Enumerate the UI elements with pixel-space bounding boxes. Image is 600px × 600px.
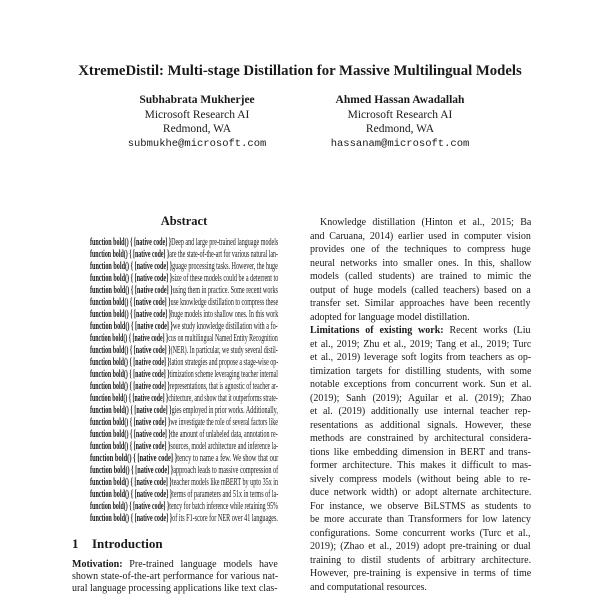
line-content — [90, 237, 278, 249]
line-text: training to distil students of arbitrary architecture. — [310, 554, 532, 566]
line-content — [90, 333, 278, 345]
line-text: ural language processing applications like text clas- — [72, 583, 278, 594]
text-line — [90, 513, 278, 525]
line-content — [310, 486, 531, 500]
run-in-heading: Limitations of existing work: — [310, 325, 450, 336]
run-in-heading: function bold() { [native code] } — [90, 237, 172, 248]
abstract-body — [90, 237, 278, 525]
text-line — [90, 441, 278, 453]
line-content — [310, 527, 531, 541]
run-in-heading: function bold() { [native code] } — [90, 465, 174, 476]
right-column-body — [310, 216, 531, 594]
line-text: we study knowledge distillation with a fo- — [172, 321, 278, 332]
line-content — [310, 257, 531, 271]
author-name: Ahmed Hassan Awadallah — [335, 94, 465, 106]
line-text: However, pre-training is expensive in terms of time — [310, 568, 532, 579]
line-text: 2019); (Zhao et al., 2019) adopt pre-training or dual — [310, 541, 531, 552]
text-line — [310, 378, 531, 392]
author-location: Redmond, WA — [365, 123, 435, 135]
author-location: Redmond, WA — [162, 123, 232, 135]
line-text: teacher models like mBERT by upto 35x in — [171, 477, 279, 488]
text-line — [310, 540, 531, 554]
line-text: size of these models could be a deterrent to — [172, 273, 279, 284]
run-in-heading: function bold() { [native code] } — [90, 381, 170, 392]
text-line — [90, 489, 278, 501]
line-text: sources, model architecture and inference la- — [170, 441, 279, 452]
line-text: configurations. Some concurrent works (Turc et al., — [310, 527, 531, 539]
text-line — [90, 453, 278, 465]
line-content — [310, 324, 531, 338]
line-text: be more accurate than Transformers for low latency — [310, 514, 531, 525]
line-content — [310, 405, 531, 419]
line-text: et al. (2019) additionally use internal teacher rep- — [310, 406, 531, 417]
line-text: and Caruana, 2014) earlier used in computer vision — [310, 230, 531, 242]
line-content — [310, 459, 531, 473]
line-text: neural networks into smaller ones. In this, shallow — [310, 257, 532, 269]
text-line — [310, 446, 531, 460]
text-line — [90, 369, 278, 381]
text-line — [90, 297, 278, 309]
line-content — [90, 393, 278, 405]
line-content — [310, 351, 531, 365]
author-block — [97, 93, 297, 151]
run-in-heading: function bold() { [native code] } — [90, 369, 170, 380]
line-text: duce network width) or adopt alternate architecture. — [310, 487, 532, 498]
text-line — [90, 261, 278, 273]
line-content — [90, 465, 278, 477]
line-text: former architecture. This makes it difficult to mas- — [310, 460, 532, 471]
text-line — [310, 513, 531, 527]
text-line — [72, 583, 278, 595]
section-number: 1 — [72, 536, 79, 551]
section-heading — [72, 536, 163, 552]
introduction-body — [72, 559, 278, 595]
author-name: Subhabrata Mukherjee — [139, 94, 255, 106]
line-text: gies employed in prior works. Additionally, — [171, 405, 278, 416]
line-text: tency for batch inference while retaining 95% — [169, 501, 278, 512]
line-content — [310, 446, 531, 460]
run-in-heading: function bold() { [native code] } — [90, 441, 171, 452]
text-line — [310, 459, 531, 473]
text-line — [310, 270, 531, 284]
run-in-heading: function bold() { [native code] } — [90, 249, 170, 260]
line-content — [90, 501, 278, 513]
line-text: guage processing tasks. However, the huge — [172, 261, 278, 272]
line-text: models (called students) are trained to mimic the — [310, 271, 532, 282]
line-text: transfer set. Similar approaches have been recently — [310, 298, 531, 309]
text-line — [90, 477, 278, 489]
text-line — [90, 465, 278, 477]
line-content — [90, 297, 278, 309]
text-line — [310, 581, 531, 595]
line-text: sively compress models (without being able to re- — [310, 473, 531, 485]
line-content — [90, 513, 278, 525]
text-line — [90, 345, 278, 357]
line-text: (NER). In particular, we study several distil- — [170, 345, 278, 356]
line-content — [90, 273, 278, 285]
line-content — [72, 571, 278, 583]
line-content — [90, 321, 278, 333]
run-in-heading: function bold() { [native code] } — [90, 513, 173, 524]
line-content — [310, 230, 531, 244]
line-text: (2019); Sanh (2019); Aguilar et al. (2019); Zhao — [310, 392, 532, 404]
line-content — [90, 261, 278, 273]
text-line — [90, 285, 278, 297]
line-content — [310, 365, 531, 379]
line-content — [310, 392, 531, 406]
abstract-heading: Abstract — [160, 214, 208, 228]
text-line — [90, 405, 278, 417]
line-content — [310, 513, 531, 527]
line-text: we investigate the role of several factors like — [170, 417, 278, 428]
line-content — [90, 453, 278, 465]
line-text: are the state-of-the-art for various natural lan- — [169, 249, 278, 260]
line-text: timization scheme leveraging teacher internal — [169, 369, 278, 380]
author-affiliation: Microsoft Research AI — [347, 108, 453, 121]
line-content — [310, 338, 531, 352]
section-title: Introduction — [92, 536, 163, 551]
text-line — [90, 429, 278, 441]
run-in-heading: function bold() { [native code] } — [90, 297, 171, 308]
author-email: hassanam@microsoft.com — [330, 137, 470, 150]
line-content — [90, 405, 278, 417]
text-line — [310, 365, 531, 379]
line-content — [320, 216, 531, 230]
text-line — [310, 311, 531, 325]
run-in-heading: function bold() { [native code] } — [90, 273, 173, 284]
text-line — [310, 338, 531, 352]
author-email: submukhe@microsoft.com — [127, 137, 267, 150]
run-in-heading: function bold() { [native code] } — [90, 429, 171, 440]
line-text: lation strategies and propose a stage-wise op- — [169, 357, 279, 368]
text-line — [310, 284, 531, 298]
line-text: Recent works (Liu — [449, 325, 531, 336]
run-in-heading: function bold() { [native code] } — [90, 261, 173, 272]
line-content — [90, 417, 278, 429]
line-text: of its F1-score for NER over 41 languages. — [172, 513, 278, 524]
line-text: tency to name a few. We show that our — [177, 453, 279, 464]
text-line — [310, 216, 531, 230]
line-content — [90, 477, 278, 489]
text-line — [310, 473, 531, 487]
run-in-heading: function bold() { [native code] } — [90, 321, 173, 332]
run-in-heading: function bold() { [native code] } — [90, 345, 171, 356]
line-text: For instance, we observe BiLSTMS as students to — [310, 500, 531, 512]
text-line — [310, 324, 531, 338]
text-line — [310, 230, 531, 244]
line-text: and computational resources. — [310, 581, 427, 593]
text-line — [310, 527, 531, 541]
line-text: et al., 2019; Zhu et al., 2019; Tang et al., 2019; Turc — [310, 338, 532, 350]
line-text: output of huge models (called teachers) based on a — [310, 284, 531, 296]
line-content — [90, 429, 278, 441]
text-line — [310, 432, 531, 446]
run-in-heading: function bold() { [native code] } — [90, 501, 170, 512]
text-line — [310, 351, 531, 365]
run-in-heading: function bold() { [native code] } — [90, 357, 170, 368]
line-text: notable exceptions from concurrent work. Sun et al. — [310, 379, 532, 390]
run-in-heading: function bold() { [native code] } — [90, 489, 173, 500]
line-text: shown state-of-the-art performance for various nat- — [72, 571, 279, 582]
text-line — [90, 501, 278, 513]
line-content — [310, 540, 531, 554]
line-text: cus on multilingual Named Entity Recognition — [168, 333, 278, 344]
text-line — [310, 500, 531, 514]
text-line — [310, 243, 531, 257]
line-content — [90, 489, 278, 501]
line-text: adopted for language model distillation. — [310, 311, 470, 323]
line-text: resentations as additional signals. However, these — [310, 419, 532, 431]
line-content — [90, 285, 278, 297]
line-text: chitecture, and show that it outperforms strate- — [168, 393, 278, 404]
text-line — [310, 419, 531, 433]
text-line — [90, 273, 278, 285]
text-line — [72, 559, 278, 571]
line-content — [90, 381, 278, 393]
line-content — [72, 559, 278, 571]
run-in-heading: Motivation: — [72, 559, 130, 570]
line-content — [310, 378, 531, 392]
run-in-heading: function bold() { [native code] } — [90, 393, 169, 404]
text-line — [90, 357, 278, 369]
line-text: the amount of unlabeled data, annotation re- — [170, 429, 278, 440]
line-content — [310, 284, 531, 298]
line-content — [310, 297, 531, 311]
text-line — [90, 309, 278, 321]
paper-title: XtremeDistil: Multi-stage Distillation for Massive Multilingual Models — [78, 63, 522, 79]
text-line — [90, 417, 278, 429]
line-content — [72, 583, 278, 595]
line-text: methods are constrained by architectural considera- — [310, 433, 532, 444]
line-text: Pre-trained language models have — [129, 559, 278, 570]
line-content — [90, 441, 278, 453]
text-line — [72, 571, 278, 583]
text-line — [310, 257, 531, 271]
run-in-heading: function bold() { [native code] } — [90, 285, 173, 296]
line-text: provides one of the techniques to compress huge — [310, 244, 531, 255]
line-text: representations, that is agnostic of teacher ar- — [169, 381, 278, 392]
line-text: Deep and large pre-trained language models — [171, 237, 279, 248]
run-in-heading: function bold() { [native code] } — [90, 405, 172, 416]
line-content — [90, 345, 278, 357]
run-in-heading: function bold() { [native code] } — [90, 309, 172, 320]
line-content — [310, 243, 531, 257]
line-content — [90, 369, 278, 381]
line-content — [310, 567, 531, 581]
text-line — [90, 321, 278, 333]
line-content — [310, 270, 531, 284]
line-content — [310, 311, 470, 325]
text-line — [310, 392, 531, 406]
line-content — [310, 581, 427, 595]
text-line — [310, 297, 531, 311]
text-line — [90, 333, 278, 345]
line-text: tions like embedding dimension in BERT and trans- — [310, 446, 531, 458]
text-line — [90, 249, 278, 261]
line-text: using them in practice. Some recent works — [172, 285, 278, 296]
line-content — [310, 419, 531, 433]
text-line — [90, 237, 278, 249]
run-in-heading: function bold() { [native code] } — [90, 333, 169, 344]
author-block — [300, 93, 500, 151]
line-content — [310, 473, 531, 487]
text-line — [310, 554, 531, 568]
line-text: Knowledge distillation (Hinton et al., 2015; Ba — [320, 217, 532, 228]
author-affiliation: Microsoft Research AI — [144, 108, 250, 121]
line-text: terms of parameters and 51x in terms of la- — [172, 489, 279, 500]
line-text: timization targets for distilling students, with some — [310, 365, 532, 377]
run-in-heading: function bold() { [native code] } — [90, 453, 178, 464]
line-text: huge models into shallow ones. In this work — [171, 309, 279, 320]
run-in-heading: function bold() { [native code] } — [90, 417, 171, 428]
line-content — [310, 432, 531, 446]
text-line — [310, 405, 531, 419]
line-content — [310, 500, 531, 514]
line-text: et al., 2019) leverage soft logits from teachers as op- — [310, 352, 532, 363]
line-content — [90, 249, 278, 261]
line-text: approach leads to massive compression of — [173, 465, 279, 476]
line-content — [90, 309, 278, 321]
text-line — [310, 486, 531, 500]
line-text: use knowledge distillation to compress these — [170, 297, 279, 308]
text-line — [90, 381, 278, 393]
text-line — [90, 393, 278, 405]
line-content — [90, 357, 278, 369]
run-in-heading: function bold() { [native code] } — [90, 477, 172, 488]
text-line — [310, 567, 531, 581]
line-content — [310, 554, 531, 568]
